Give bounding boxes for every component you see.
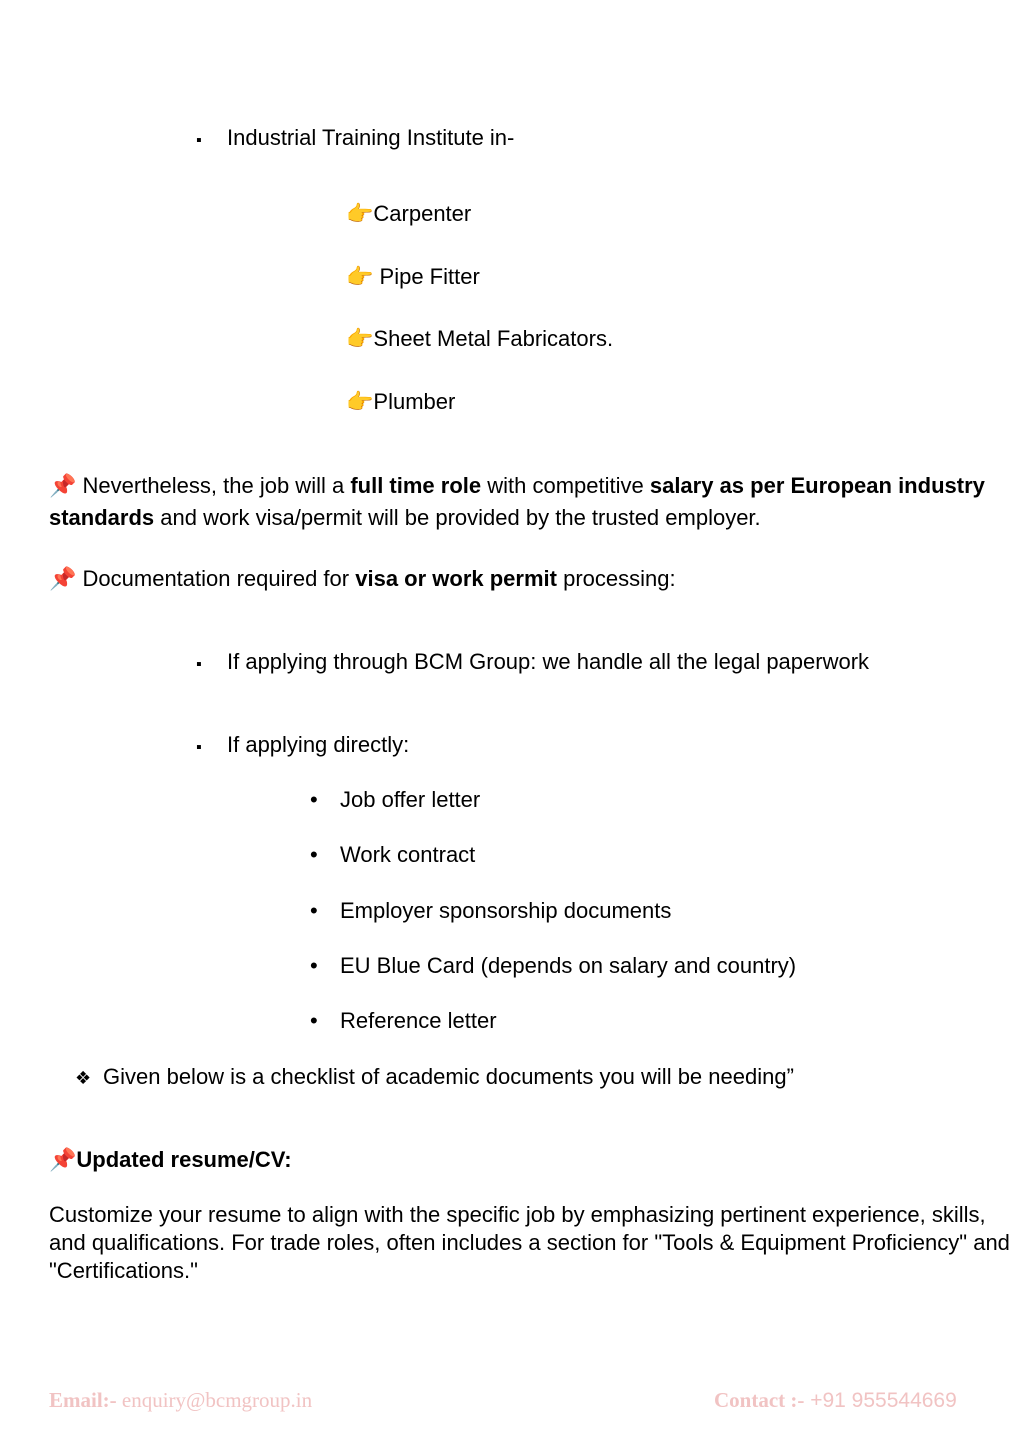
apply-directly: If applying directly: (227, 732, 410, 757)
doc-item: EU Blue Card (depends on salary and country) (340, 953, 797, 978)
footer-contact (714, 1388, 957, 1413)
checklist-note: Given below is a checklist of academic documents you will be needing” (103, 1064, 794, 1089)
pointing-hand-icon: 👉 (346, 202, 374, 227)
apply-via-bcm: If applying through BCM Group: we handle all the legal paperwork (227, 649, 870, 674)
doc-item: Work contract (340, 842, 476, 867)
pushpin-icon: 📌 (49, 1148, 77, 1173)
square-bullet-icon: ▪ (196, 739, 202, 756)
trade-item (346, 388, 455, 417)
trade-item (346, 325, 613, 354)
fulltime-emphasis: full time role (350, 473, 482, 498)
trade-label: Carpenter (373, 201, 472, 226)
pointing-hand-icon: 👉 (346, 327, 374, 352)
resume-body: Customize your resume to align with the specific job by emphasizing pertinent experience, skills, and qualifications. For trade roles, often includes a section for "Tools & Equipment Proficiency" and "Certifications." (49, 1202, 1010, 1283)
bullet-icon: • (310, 1008, 318, 1033)
trade-item (346, 263, 480, 292)
documentation-paragraph: 📌 Documentation required for visa or work permit processing: (49, 566, 676, 592)
iti-list-item (196, 124, 202, 155)
bullet-icon: • (310, 842, 318, 867)
trade-label: Pipe Fitter (373, 264, 480, 289)
resume-heading: 📌Updated resume/CV: (49, 1147, 292, 1173)
fulltime-paragraph: 📌 Nevertheless, the job will a full time role with competitive salary as per European industry standards and work visa/permit will be provided by the trusted employer. (49, 473, 985, 530)
trade-label: Plumber (373, 389, 456, 414)
email-label: Email:- (49, 1388, 117, 1412)
pointing-hand-icon: 👉 (346, 390, 374, 415)
pushpin-icon: 📌 (49, 567, 77, 592)
doc-item: Employer sponsorship documents (340, 898, 672, 923)
bullet-icon: • (310, 953, 318, 978)
contact-phone: +91 955544669 (804, 1389, 957, 1412)
contact-label: Contact :- (714, 1388, 805, 1412)
salary-emphasis: salary as per European industry standards (49, 473, 985, 530)
square-bullet-icon: ▪ (196, 132, 202, 149)
trade-label: Sheet Metal Fabricators. (373, 326, 614, 351)
visa-emphasis: visa or work permit (355, 566, 557, 591)
doc-item: Reference letter (340, 1008, 497, 1033)
bullet-icon: • (310, 898, 318, 923)
iti-heading: Industrial Training Institute in- (227, 125, 515, 150)
pushpin-icon: 📌 (49, 474, 77, 499)
pointing-hand-icon: 👉 (346, 265, 374, 290)
footer-email (49, 1388, 312, 1413)
diamond-bullet-icon: ❖ (75, 1068, 92, 1089)
square-bullet-icon: ▪ (196, 656, 202, 673)
trade-item (346, 200, 471, 229)
doc-item: Job offer letter (340, 787, 481, 812)
email-value: enquiry@bcmgroup.in (116, 1388, 313, 1412)
bullet-icon: • (310, 787, 318, 812)
